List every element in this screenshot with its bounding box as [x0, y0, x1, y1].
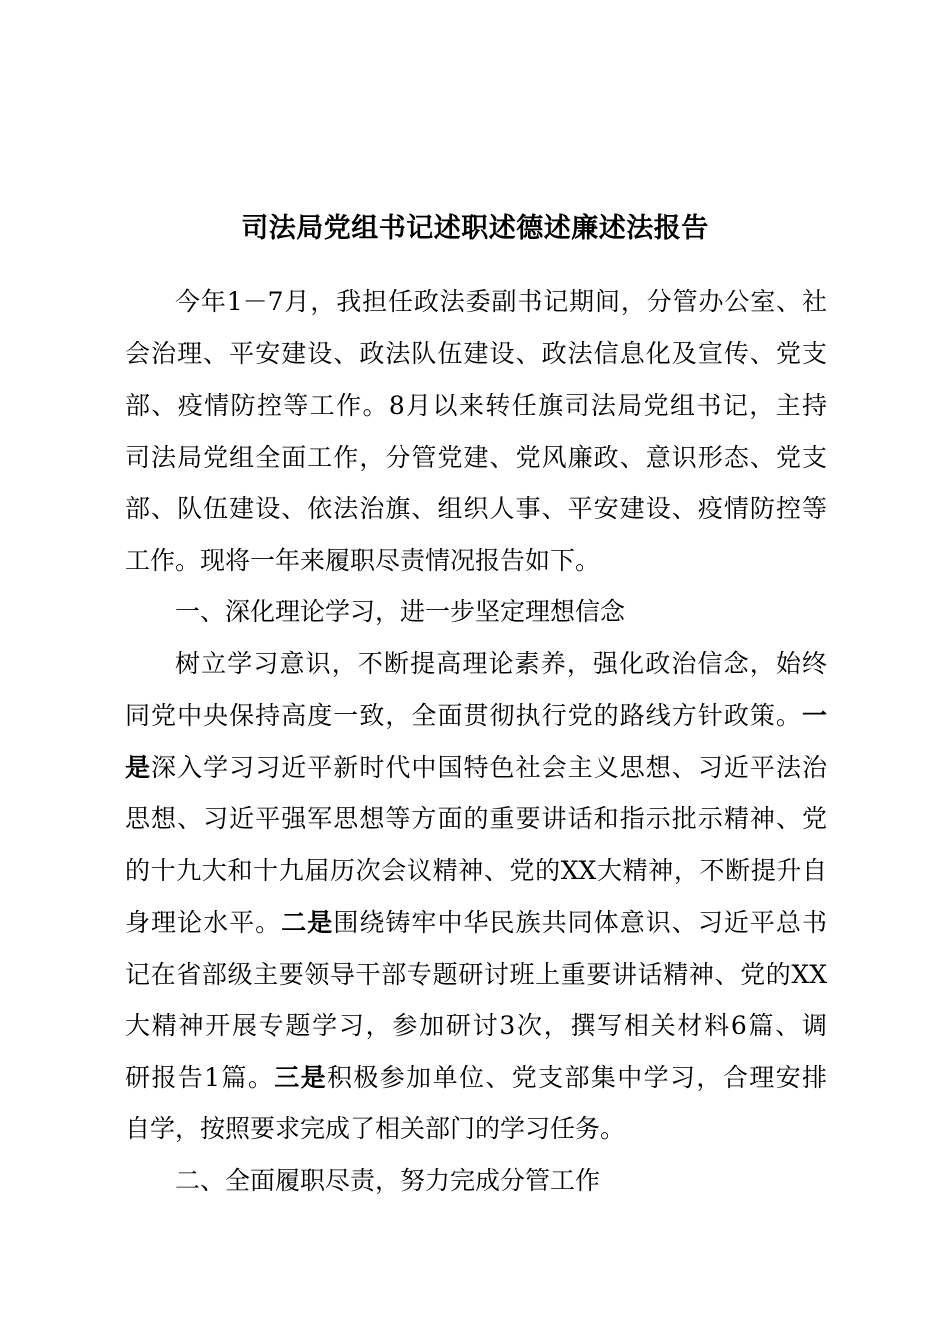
- paragraph-line: 大精神开展专题学习，参加研讨3次，撰写相关材料6篇、调: [125, 1011, 827, 1040]
- section-heading-2: 二、全面履职尽责，努力完成分管工作: [175, 1166, 601, 1195]
- paragraph-line: [125, 1060, 827, 1096]
- line-text: 积极参加单位、党支部集中学习，合理安排: [327, 1063, 827, 1092]
- enum-marker: 是: [125, 753, 152, 782]
- line-text: 研报告1篇。: [125, 1063, 275, 1092]
- enum-marker: 二是: [281, 908, 334, 937]
- paragraph-line: 树立学习意识，不断提高理论素养，强化政治信念，始终: [175, 649, 827, 678]
- paragraph-line: 记在省部级主要领导干部专题研讨班上重要讲话精神、党的XX: [125, 960, 827, 989]
- paragraph-line: [125, 905, 827, 941]
- intro-line: 今年1－7月，我担任政法委副书记期间，分管办公室、社: [175, 287, 827, 316]
- paragraph-line: [125, 698, 827, 734]
- line-text: 身理论水平。: [125, 908, 282, 937]
- paragraph-line: 自学，按照要求完成了相关部门的学习任务。: [125, 1114, 626, 1143]
- intro-line: 部、疫情防控等工作。8月以来转任旗司法局党组书记，主持: [125, 391, 827, 420]
- intro-line: 部、队伍建设、依法治旗、组织人事、平安建设、疫情防控等: [125, 494, 827, 523]
- enum-marker: 一: [801, 701, 827, 730]
- document-title: 司法局党组书记述职述德述廉述法报告: [241, 213, 709, 244]
- paragraph-line: 的十九大和十九届历次会议精神、党的XX大精神，不断提升自: [125, 856, 827, 885]
- line-text: 深入学习习近平新时代中国特色社会主义思想、习近平法治: [151, 753, 827, 782]
- intro-line: 工作。现将一年来履职尽责情况报告如下。: [125, 546, 601, 575]
- line-text: 围绕铸牢中华民族共同体意识、习近平总书: [333, 908, 827, 937]
- line-text: 同党中央保持高度一致，全面贯彻执行党的路线方针政策。: [125, 701, 802, 730]
- paragraph-line: [125, 750, 827, 786]
- intro-line: 会治理、平安建设、政法队伍建设、政法信息化及宣传、党支: [125, 339, 827, 368]
- paragraph-line: 思想、习近平强军思想等方面的重要讲话和指示批示精神、党: [125, 804, 827, 833]
- enum-marker: 三是: [274, 1063, 328, 1092]
- intro-line: 司法局党组全面工作，分管党建、党风廉政、意识形态、党支: [125, 443, 827, 472]
- section-heading-1: 一、深化理论学习，进一步坚定理想信念: [175, 597, 626, 626]
